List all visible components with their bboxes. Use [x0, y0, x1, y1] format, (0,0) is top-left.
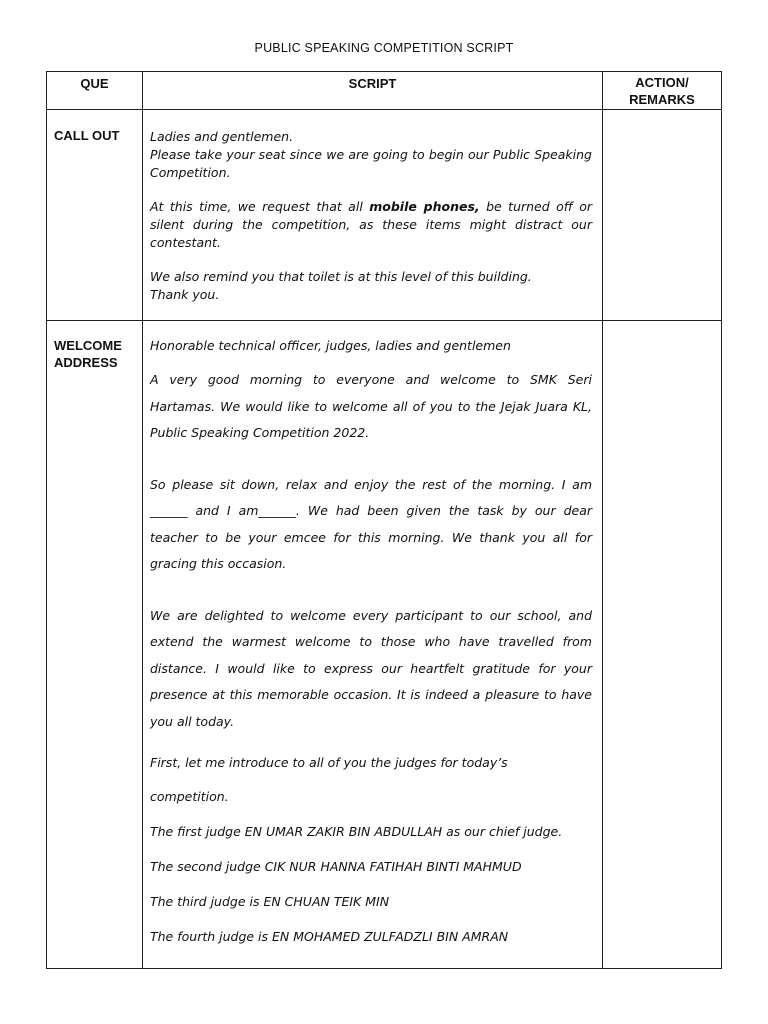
header-script: SCRIPT [348, 76, 397, 91]
row-callout-que: CALL OUT [54, 128, 120, 143]
column-divider-que [142, 71, 143, 969]
judge-line: The third judge is EN CHUAN TEIK MIN [150, 894, 390, 909]
script-line: Ladies and gentlemen. [150, 129, 294, 144]
script-bold-text: mobile phones, [369, 199, 480, 214]
row-welcome-script [150, 337, 592, 946]
row-divider [46, 320, 722, 321]
header-row-divider [46, 109, 722, 110]
script-paragraph: We are delighted to welcome every participant to our school, and extend the warmest welcome to those who have travelled from distance. I would like to express our heartfelt gratitude for your presence at this memorable occasion. It is indeed a pleasure to have you all today. [150, 607, 592, 729]
row-callout-script [150, 128, 592, 304]
script-text: be turned off or silent during the competition, as these items might distract our contestant. [150, 199, 593, 250]
judge-line: The first judge EN UMAR ZAKIR BIN ABDULLAH as our chief judge. [150, 824, 563, 839]
script-line: We also remind you that toilet is at this level of this building. [150, 269, 532, 284]
row-welcome-que: WELCOME ADDRESS [54, 338, 122, 370]
header-remarks-line: REMARKS [629, 92, 695, 107]
doc-title: PUBLIC SPEAKING COMPETITION SCRIPT [254, 41, 514, 55]
script-line: Please take your seat since we are going to begin our Public Speaking Competition. [150, 147, 592, 180]
judge-line: The second judge CIK NUR HANNA FATIHAH BINTI MAHMUD [150, 859, 522, 874]
header-action-remarks [603, 74, 721, 108]
script-paragraph: Honorable technical officer, judges, ladies and gentlemen [150, 338, 511, 353]
script-paragraph: A very good morning to everyone and welcome to SMK Seri Hartamas. We would like to welcome all of you to the Jejak Juara KL, Public Speaking Competition 2022. [150, 372, 592, 440]
table-border-bottom [46, 968, 722, 969]
script-paragraph [150, 198, 592, 252]
table-border-right [721, 71, 722, 969]
script-line: Thank you. [150, 287, 220, 302]
table-border-left [46, 71, 47, 969]
judge-line: The fourth judge is EN MOHAMED ZULFADZLI BIN AMRAN [150, 929, 509, 944]
script-paragraph: competition. [150, 789, 229, 804]
script-paragraph: First, let me introduce to all of you the judges for today’s [150, 755, 508, 770]
script-paragraph: So please sit down, relax and enjoy the rest of the morning. I am ______ and I am______. We had been given the task by our dear teacher to be your emcee for this morning. We thank you all for gracing this occasion. [150, 476, 592, 571]
script-table [46, 71, 722, 969]
script-text: At this time, we request that all [150, 199, 370, 214]
header-que: QUE [80, 76, 109, 91]
table-border-top [46, 71, 722, 72]
column-divider-action [602, 71, 603, 969]
header-action-line: ACTION/ [635, 75, 689, 90]
